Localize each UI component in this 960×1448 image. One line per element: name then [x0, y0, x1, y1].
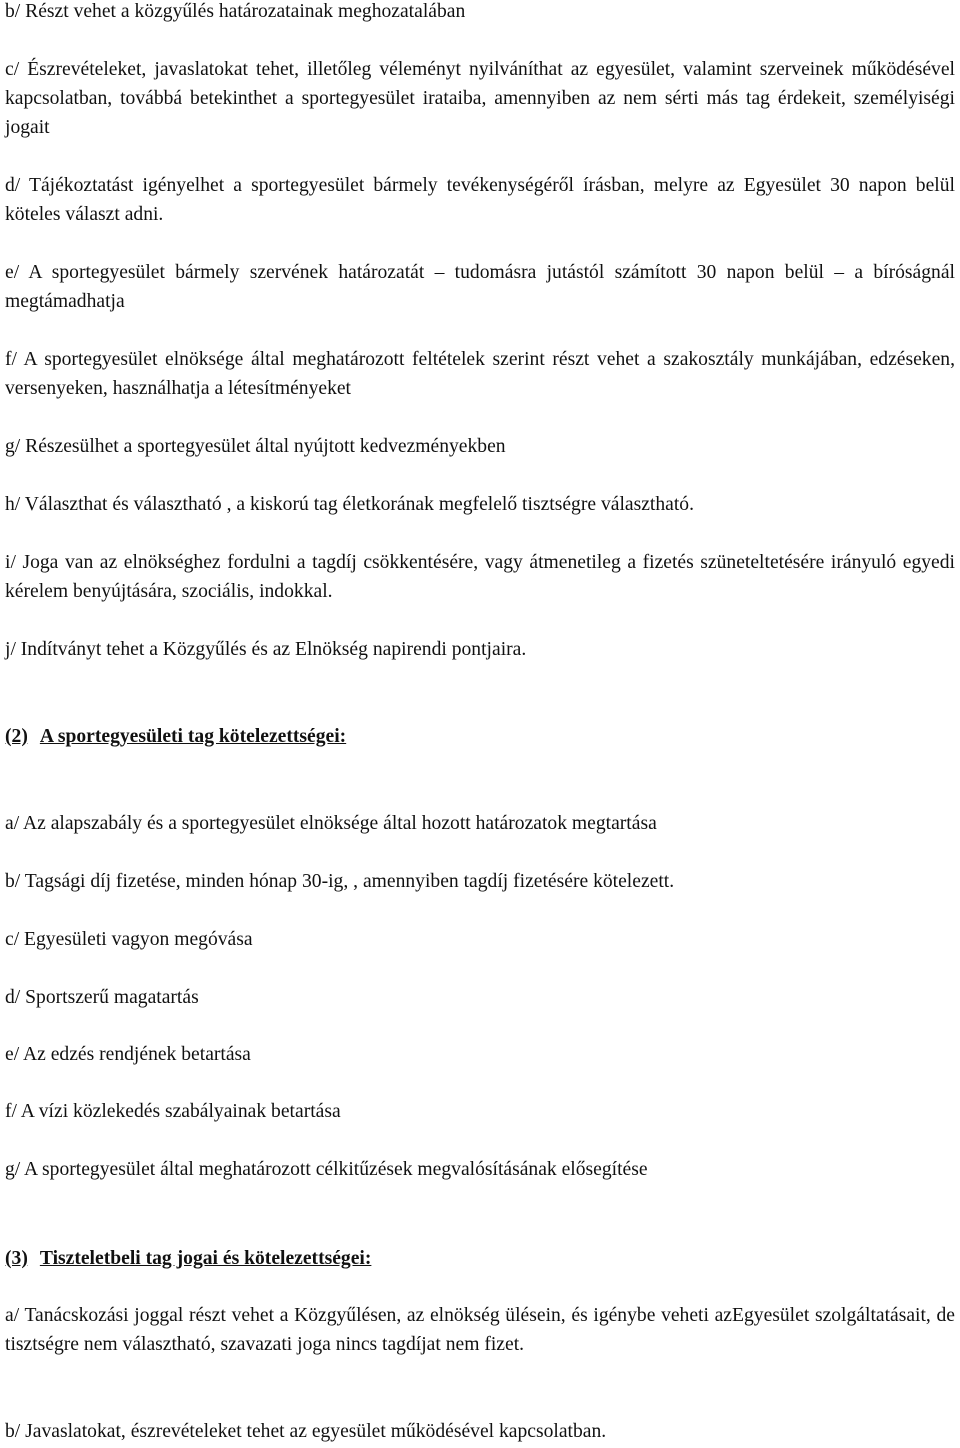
right-item-h: h/ Választhat és választható , a kiskorú tag életkorának megfelelő tisztségre választható.: [5, 494, 694, 515]
honorary-item-b: b/ Javaslatokat, észrevételeket tehet az egyesület működésével kapcsolatban.: [5, 1421, 607, 1442]
obligation-item-g: g/ A sportegyesület által meghatározott célkitűzések megvalósításának elősegítése: [5, 1159, 648, 1180]
right-item-i: i/ Joga van az elnökséghez fordulni a tagdíj csökkentésére, vagy átmenetileg a fizetés szüneteltetésére irányuló egyedi kérelem benyújtására, szociális, indokkal.: [5, 552, 955, 602]
right-item-b: b/ Részt vehet a közgyűlés határozatainak meghozatalában: [5, 1, 466, 22]
obligation-item-c: c/ Egyesületi vagyon megóvása: [5, 929, 253, 950]
right-item-f: f/ A sportegyesület elnöksége által meghatározott feltételek szerint részt vehet a szakosztály munkájában, edzéseken, versenyeken, használhatja a létesítményeket: [5, 349, 955, 399]
section-3-number: (3): [5, 1248, 28, 1269]
right-item-g: g/ Részesülhet a sportegyesület által nyújtott kedvezményekben: [5, 436, 506, 457]
obligation-item-e: e/ Az edzés rendjének betartása: [5, 1044, 251, 1065]
obligation-item-a: a/ Az alapszabály és a sportegyesület elnöksége által hozott határozatok megtartása: [5, 813, 657, 834]
section-3-title: Tiszteletbeli tag jogai és kötelezettségei:: [39, 1248, 372, 1269]
honorary-item-a: a/ Tanácskozási joggal részt vehet a Közgyűlésen, az elnökség ülésein, és igénybe veheti azEgyesület szolgáltatásait, de tisztségre nem választható, szavazati joga nincs tagdíjat nem fizet.: [5, 1305, 955, 1355]
obligation-item-f: f/ A vízi közlekedés szabályainak betartása: [5, 1101, 341, 1122]
right-item-c: c/ Észrevételeket, javaslatokat tehet, illetőleg véleményt nyilváníthat az egyesület, valamint szerveinek működésével kapcsolatban, továbbá betekinthet a sportegyesület irataiba, amennyiben az nem sérti más tag érdekeit, személyiségi jogait: [5, 59, 955, 138]
section-2-number: (2): [5, 726, 28, 747]
obligation-item-b: b/ Tagsági díj fizetése, minden hónap 30-ig, , amennyiben tagdíj fizetésére kötelezett.: [5, 871, 675, 892]
right-item-j: j/ Indítványt tehet a Közgyűlés és az Elnökség napirendi pontjaira.: [5, 639, 527, 660]
right-item-d: d/ Tájékoztatást igényelhet a sportegyesület bármely tevékenységéről írásban, melyre az Egyesület 30 napon belül köteles választ adni.: [5, 175, 955, 225]
right-item-e: e/ A sportegyesület bármely szervének határozatát – tudomásra jutástól számított 30 napon belül – a bíróságnál megtámadhatja: [5, 262, 955, 312]
section-2-heading: [5, 722, 955, 751]
section-3-heading: [5, 1244, 955, 1273]
obligation-item-d: d/ Sportszerű magatartás: [5, 987, 199, 1008]
section-2-title: A sportegyesületi tag kötelezettségei:: [39, 726, 347, 747]
